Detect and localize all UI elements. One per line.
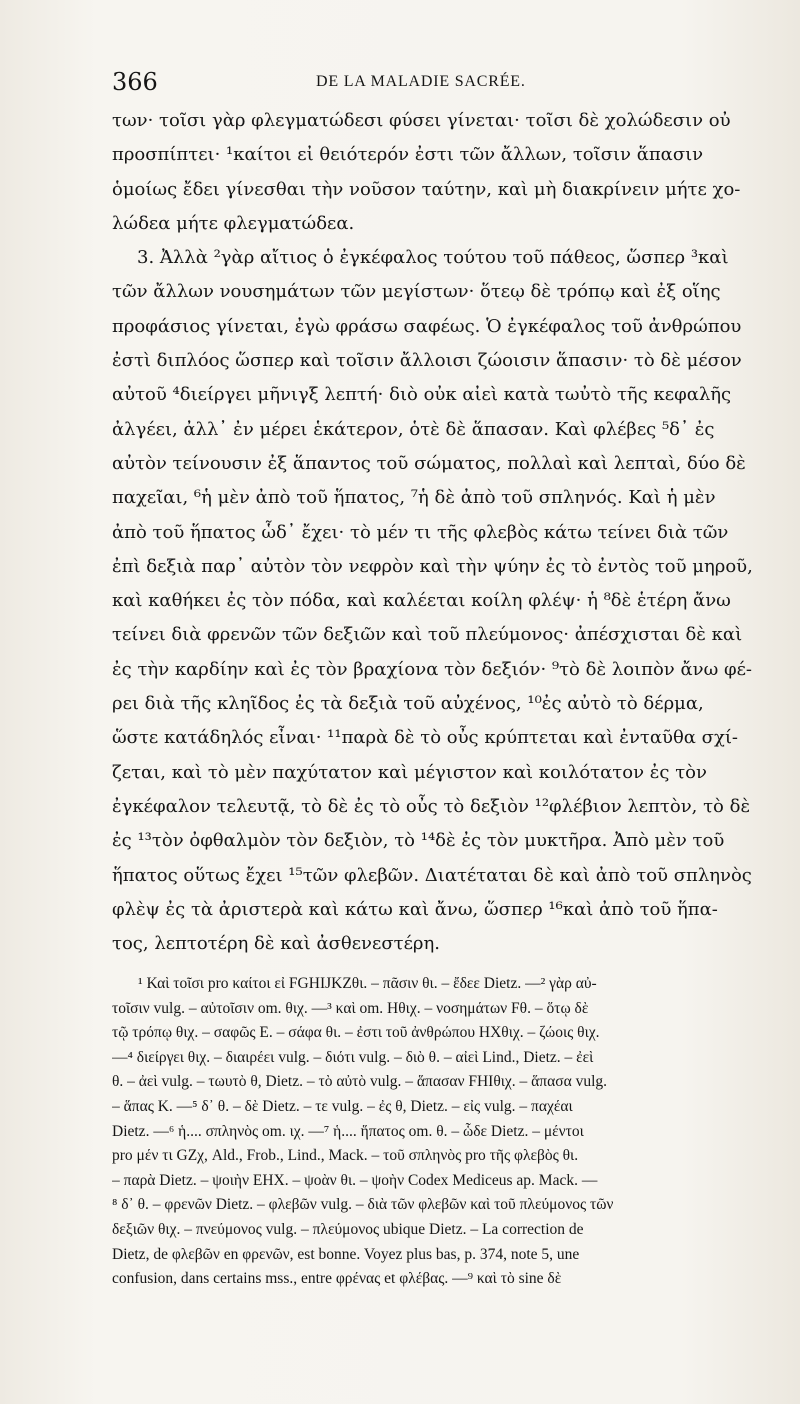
footnote-line: ¹ Καὶ τοῖσι pro καίτοι εἰ FGHIJKZθι. – πᾶσιν θι. – ἔδεε Dietz. —² γὰρ αὐ- [138,975,597,992]
text-line: τῶν ἄλλων νουσημάτων τῶν μεγίστων· ὅτεῳ δὲ τρόπῳ καὶ ἐξ οἵης [112,281,721,303]
footnote-line: – παρὰ Dietz. – ψοιὴν EHX. – ψοὰν θι. – ψοὴν Codex Mediceus ap. Mack. — [112,1171,598,1189]
text-line: αὐτοῦ ⁴διείργει μῆνιγξ λεπτή· διὸ οὐκ αἰεὶ κατὰ τωὐτὸ τῆς κεφαλῆς [112,384,732,406]
text-line: ὁμοίως ἔδει γίνεσθαι τὴν νοῦσον ταύτην, καὶ μὴ διακρίνειν μήτε χο- [112,178,741,200]
text-line: τος, λεπτοτέρη δὲ καὶ ἀσθενεστέρη. [112,933,440,955]
text-line: αὐτὸν τείνουσιν ἐξ ἅπαντος τοῦ σώματος, πολλαὶ καὶ λεπταὶ, δύο δὲ [112,452,746,474]
text-line: ἐς τὴν καρδίην καὶ ἐς τὸν βραχίονα τὸν δεξιόν· ⁹τὸ δὲ λοιπὸν ἄνω φέ- [112,658,752,680]
text-line: ἐς ¹³τὸν ὀφθαλμὸν τὸν δεξιὸν, τὸ ¹⁴δὲ ἐς τὸν μυκτῆρα. Ἀπὸ μὲν τοῦ [112,830,725,852]
footnote-line: δεξιῶν θιχ. – πνεύμονος vulg. – πλεύμονος ubique Dietz. – La correction de [112,1220,584,1238]
running-title: DE LA MALADIE SACRÉE. [316,73,526,90]
page-header [112,66,772,98]
text-line: προφάσιος γίνεται, ἐγὼ φράσω σαφέως. Ὁ ἐγκέφαλος τοῦ ἀνθρώπου [112,315,742,337]
text-line: καὶ καθήκει ἐς τὸν πόδα, καὶ καλέεται κοίλη φλέψ· ἡ ⁸δὲ ἑτέρη ἄνω [112,590,731,612]
text-line: ἥπατος οὕτως ἔχει ¹⁵τῶν φλεβῶν. Διατέταται δὲ καὶ ἀπὸ τοῦ σπληνὸς [112,864,752,886]
footnote-line: pro μέν τι GZχ, Ald., Frob., Lind., Mack. – τοῦ σπληνὸς pro τῆς φλεβὸς θι. [112,1147,579,1165]
text-line: φλὲψ ἐς τὰ ἀριστερὰ καὶ κάτω καὶ ἄνω, ὥσπερ ¹⁶καὶ ἀπὸ τοῦ ἥπα- [112,898,718,920]
text-line: 3. Ἀλλὰ ²γὰρ αἴτιος ὁ ἐγκέφαλος τούτου τοῦ πάθεος, ὥσπερ ³καὶ [137,247,729,269]
footnote-line: —⁴ διείργει θιχ. – διαιρέει vulg. – διότι vulg. – διὸ θ. – αἰεὶ Lind., Dietz. – ἐεὶ [112,1048,594,1066]
text-line: ρει διὰ τῆς κληῖδος ἐς τὰ δεξιὰ τοῦ αὐχένος, ¹⁰ἐς αὐτὸ τὸ δέρμα, [112,693,704,715]
footnote-line: ⁸ δ᾽ θ. – φρενῶν Dietz. – φλεβῶν vulg. – διὰ τῶν φλεβῶν καὶ τοῦ πλεύμονος τῶν [112,1196,614,1214]
footnotes [112,972,782,1292]
text-line: τείνει διὰ φρενῶν τῶν δεξιῶν καὶ τοῦ πλεύμονος· ἀπέσχισται δὲ καὶ [112,624,743,646]
text-line: ζεται, καὶ τὸ μὲν παχύτατον καὶ μέγιστον καὶ κοιλότατον ἐς τὸν [112,761,707,783]
text-line: προσπίπτει· ¹καίτοι εἰ θειότερόν ἐστι τῶν ἄλλων, τοῖσιν ἅπασιν [112,144,704,166]
text-line: ὥστε κατάδηλός εἶναι· ¹¹παρὰ δὲ τὸ οὖς κρύπτεται καὶ ἐνταῦθα σχί- [112,727,739,749]
footnote-line: τοῖσιν vulg. – αὐτοῖσιν om. θιχ. —³ καὶ om. Hθιχ. – νοσημάτων Fθ. – ὅτῳ δὲ [112,999,589,1017]
main-greek-text [112,104,782,961]
text-line: λώδεα μήτε φλεγματώδεα. [112,212,355,234]
text-line: παχεῖαι, ⁶ἡ μὲν ἀπὸ τοῦ ἥπατος, ⁷ἡ δὲ ἀπὸ τοῦ σπληνός. Καὶ ἡ μὲν [112,487,716,509]
text-line: ἐγκέφαλον τελευτᾷ, τὸ δὲ ἐς τὸ οὖς τὸ δεξιὸν ¹²φλέβιον λεπτὸν, τὸ δὲ [112,795,751,817]
footnote-line: Dietz. —⁶ ἡ.... σπληνὸς om. ιχ. —⁷ ἡ.... ἥπατος om. θ. – ὧδε Dietz. – μέντοι [112,1122,584,1140]
footnote-line: – ἅπας K. —⁵ δ᾽ θ. – δὲ Dietz. – τε vulg. – ἐς θ, Dietz. – εἰς vulg. – παχέαι [112,1097,573,1115]
page-number: 366 [112,68,158,96]
text-line: ἀπὸ τοῦ ἥπατος ὧδ᾽ ἔχει· τὸ μέν τι τῆς φλεβὸς κάτω τείνει διὰ τῶν [112,521,729,543]
text-line: ἀλγέει, ἀλλ᾽ ἐν μέρει ἑκάτερον, ὁτὲ δὲ ἅπασαν. Καὶ φλέβες ⁵δ᾽ ἐς [112,418,715,440]
footnote-line: Dietz, de φλεβῶν en φρενῶν, est bonne. Voyez plus bas, p. 374, note 5, une [112,1245,580,1263]
footnote-line: τῷ τρόπῳ θιχ. – σαφῶς E. – σάφα θι. – ἐστι τοῦ ἀνθρώπου HXθιχ. – ζώοις θιχ. [112,1024,600,1042]
text-line: ἐπὶ δεξιὰ παρ᾽ αὐτὸν τὸν νεφρὸν καὶ τὴν ψύην ἐς τὸ ἐντὸς τοῦ μηροῦ, [112,555,753,577]
text-line: των· τοῖσι γὰρ φλεγματώδεσι φύσει γίνεται· τοῖσι δὲ χολώδεσιν οὐ [112,110,731,131]
footnote-line: θ. – ἀεὶ vulg. – τωυτὸ θ, Dietz. – τὸ αὐτὸ vulg. – ἅπασαν FHIθιχ. – ἅπασα vulg. [112,1073,608,1091]
text-line: ἐστὶ διπλόος ὥσπερ καὶ τοῖσιν ἄλλοισι ζώοισιν ἅπασιν· τὸ δὲ μέσον [112,350,742,372]
footnote-line: confusion, dans certains mss., entre φρένας et φλέβας. —⁹ καὶ τὸ sine δὲ [112,1270,562,1288]
